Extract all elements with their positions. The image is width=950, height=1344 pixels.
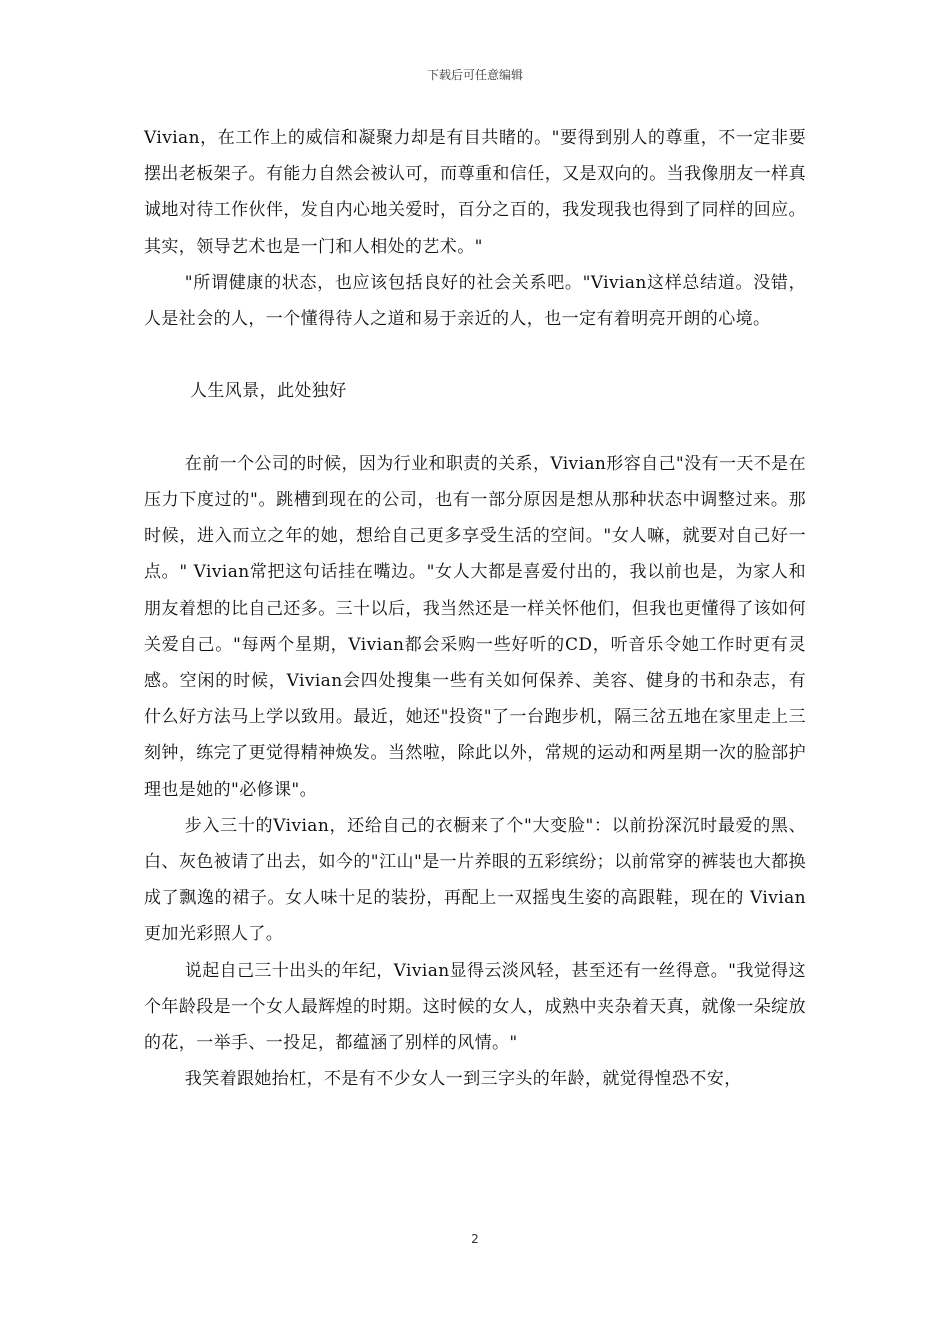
paragraph-4: 步入三十的Vivian，还给自己的衣橱来了个"大变脸"：以前扮深沉时最爱的黑、白、灰色被请了出去，如今的"江山"是一片养眼的五彩缤纷；以前常穿的裤装也大都换成了飘逸的裙子。女人味十足的装扮，再配上一双摇曳生姿的高跟鞋，现在的 Vivian更加光彩照人了。 [144,815,806,945]
blank-line [144,410,806,446]
paragraph-5: 说起自己三十出头的年纪，Vivian显得云淡风轻，甚至还有一丝得意。"我觉得这个年龄段是一个女人最辉煌的时期。这时候的女人，成熟中夹杂着天真，就像一朵绽放的花，一举手、一投足，都蕴涵了别样的风情。" [144,960,806,1054]
document-body [144,120,806,1097]
page-header: 下载后可任意编辑 [426,68,523,82]
blank-line [144,337,806,373]
paragraph-1: Vivian，在工作上的威信和凝聚力却是有目共睹的。"要得到别人的尊重，不一定非要摆出老板架子。有能力自然会被认可，而尊重和信任，又是双向的。当我像朋友一样真诚地对待工作伙伴，发自内心地关爱时，百分之百的，我发现我也得到了同样的回应。其实，领导艺术也是一门和人相处的艺术。" [144,128,806,257]
section-heading: 人生风景，此处独好 [190,381,347,402]
paragraph-3: 在前一个公司的时候，因为行业和职责的关系，Vivian形容自己"没有一天不是在压力下度过的"。跳槽到现在的公司，也有一部分原因是想从那种状态中调整过来。那时候，进入而立之年的她，想给自己更多享受生活的空间。"女人嘛，就要对自己好一点。" Vivian常把这句话挂在嘴边。"女人大都是喜爱付出的，我以前也是，为家人和朋友着想的比自己还多。三十以后，我当然还是一样关怀他们，但我也更懂得了该如何关爱自己。"每两个星期，Vivian都会采购一些好听的CD，听音乐令她工作时更有灵感。空闲的时候，Vivian会四处搜集一些有关如何保养、美容、健身的书和杂志，有什么好方法马上学以致用。最近，她还"投资"了一台跑步机，隔三岔五地在家里走上三刻钟，练完了更觉得精神焕发。当然啦，除此以外，常规的运动和两星期一次的脸部护理也是她的"必修课"。 [144,453,806,800]
paragraph-6: 我笑着跟她抬杠，不是有不少女人一到三字头的年龄，就觉得惶恐不安， [184,1069,742,1090]
page-number: 2 [471,1232,479,1246]
paragraph-2: "所谓健康的状态，也应该包括良好的社会关系吧。"Vivian这样总结道。没错，人是社会的人，一个懂得待人之道和易于亲近的人，也一定有着明亮开朗的心境。 [144,272,806,330]
